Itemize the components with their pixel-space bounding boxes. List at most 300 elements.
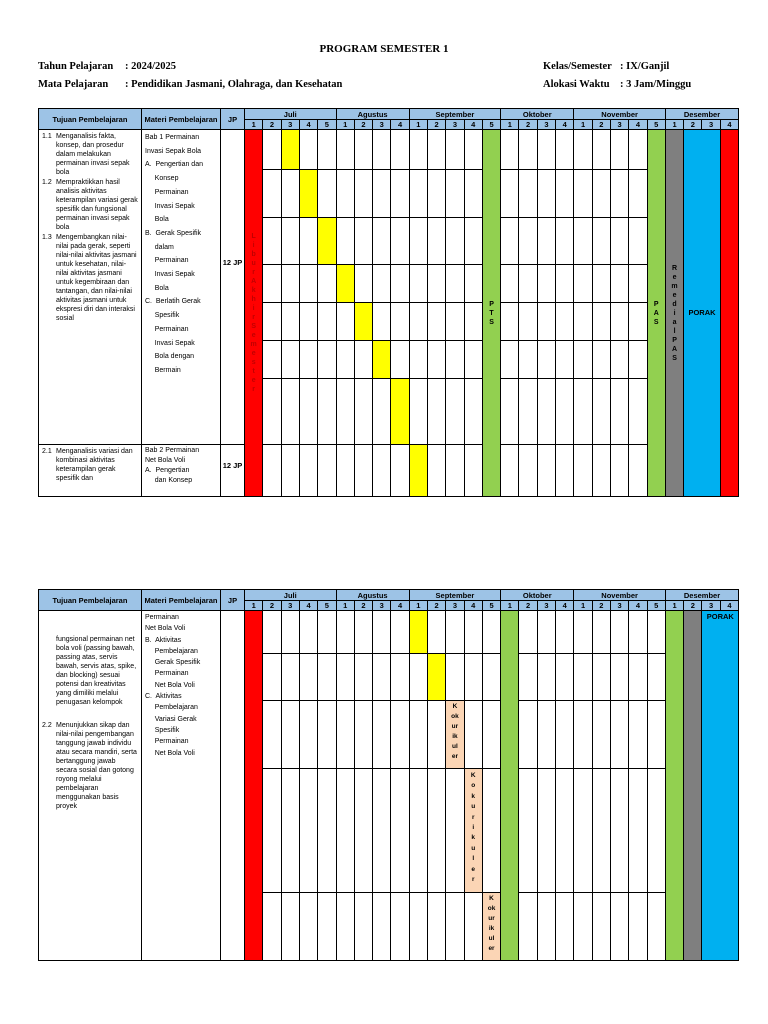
- week-cell: [409, 130, 427, 170]
- tujuan-cell-3: [39, 611, 142, 961]
- week-cell: [281, 303, 299, 341]
- week-cell: [610, 130, 628, 170]
- vertical-label: K o k u r i k u l e r: [470, 772, 476, 884]
- week-header: 4: [464, 120, 482, 130]
- header-materi: Materi Pembelajaran: [142, 109, 221, 130]
- week-cell: [281, 341, 299, 379]
- week-cell: [427, 379, 445, 445]
- week-cell: [519, 893, 537, 961]
- activity-cell: [281, 130, 299, 170]
- week-cell: [501, 218, 519, 265]
- tujuan-number: 1.3: [42, 234, 52, 241]
- month-header: November: [574, 109, 666, 120]
- week-cell: [574, 701, 592, 769]
- document-title: PROGRAM SEMESTER 1: [319, 43, 449, 55]
- header-tujuan: Tujuan Pembelajaran: [39, 109, 142, 130]
- week-cell: [556, 445, 574, 497]
- materi-line: Bermain: [145, 366, 181, 374]
- week-cell: [336, 445, 354, 497]
- week-header: 3: [373, 120, 391, 130]
- week-cell: [464, 379, 482, 445]
- week-cell: [409, 654, 427, 701]
- week-cell: [610, 170, 628, 218]
- activity-cell: [336, 265, 354, 303]
- week-cell: [373, 701, 391, 769]
- materi-line: B. Gerak Spesifik: [145, 229, 202, 237]
- week-cell: [263, 769, 281, 893]
- week-cell: [281, 265, 299, 303]
- materi-cell-3: [142, 611, 221, 961]
- week-cell: [336, 654, 354, 701]
- week-header: 1: [245, 601, 263, 611]
- week-cell: [409, 769, 427, 893]
- week-cell: [464, 611, 482, 654]
- week-cell: [629, 130, 647, 170]
- week-cell: [354, 265, 372, 303]
- week-cell: [647, 893, 665, 961]
- week-cell: [574, 130, 592, 170]
- week-cell: [336, 769, 354, 893]
- week-cell: [446, 769, 464, 893]
- week-cell: [281, 379, 299, 445]
- week-cell: [263, 218, 281, 265]
- month-header: September: [409, 109, 500, 120]
- week-cell: [409, 893, 427, 961]
- materi-line: Gerak Spesifik: [145, 659, 201, 667]
- week-cell: [482, 611, 500, 654]
- porak-label: PORAK: [688, 308, 716, 317]
- week-cell: [592, 218, 610, 265]
- week-cell: [263, 445, 281, 497]
- week-cell: [537, 654, 555, 701]
- week-cell: [556, 265, 574, 303]
- week-cell: [373, 611, 391, 654]
- schedule-table-1: [38, 108, 739, 497]
- week-cell: [446, 893, 464, 961]
- week-cell: [373, 893, 391, 961]
- week-header: 5: [647, 120, 665, 130]
- week-header: 4: [391, 601, 409, 611]
- week-cell: [409, 379, 427, 445]
- week-header: 2: [263, 120, 281, 130]
- week-header: 1: [409, 601, 427, 611]
- week-cell: [446, 611, 464, 654]
- week-cell: [519, 218, 537, 265]
- materi-line: C. Berlatih Gerak: [145, 298, 201, 306]
- week-cell: [281, 170, 299, 218]
- materi-line: Konsep: [145, 175, 179, 183]
- month-header-row: [39, 590, 739, 601]
- week-cell: [501, 170, 519, 218]
- kokurikuler-block: [446, 701, 464, 769]
- week-header: 3: [537, 601, 555, 611]
- week-cell: [391, 611, 409, 654]
- week-cell: [592, 170, 610, 218]
- week-header: 1: [501, 120, 519, 130]
- week-cell: [592, 379, 610, 445]
- meta-alokasi-label: Alokasi Waktu: [543, 79, 610, 90]
- week-cell: [409, 218, 427, 265]
- tujuan-text: fungsional permainan net bola voli (passing bawah, passing atas, servis bawah, servis atas, spike, dan blocking) sesuai potensi dan kreativitas yang dimiliki melalui penugasan kelompok: [56, 636, 137, 706]
- week-cell: [336, 893, 354, 961]
- tujuan-text: Menunjukkan sikap dan nilai-nilai pengembangan tanggung jawab individu atau secara mandiri, serta bertanggung jawab secara sosial dan gotong royong melalui pembelajaran menggunakan basis proyek: [56, 722, 137, 810]
- tujuan-item: [42, 233, 138, 323]
- pts-block: [482, 130, 500, 497]
- meta-mapel: [38, 79, 342, 90]
- week-cell: [574, 379, 592, 445]
- week-cell: [574, 265, 592, 303]
- week-cell: [299, 303, 317, 341]
- week-header: 1: [245, 120, 263, 130]
- week-cell: [446, 445, 464, 497]
- week-cell: [629, 654, 647, 701]
- week-cell: [281, 218, 299, 265]
- week-header: 2: [354, 601, 372, 611]
- meta-alokasi-value: : 3 Jam/Minggu: [620, 79, 692, 90]
- tujuan-item: [42, 721, 138, 811]
- week-cell: [318, 303, 336, 341]
- week-cell: [519, 445, 537, 497]
- week-cell: [592, 265, 610, 303]
- week-cell: [610, 893, 628, 961]
- materi-line: Bola: [145, 216, 169, 224]
- week-header: 5: [647, 601, 665, 611]
- week-header: 2: [519, 601, 537, 611]
- vertical-label: K ok ur ik ul er: [487, 895, 496, 952]
- week-cell: [281, 769, 299, 893]
- week-cell: [281, 654, 299, 701]
- week-header: 3: [446, 601, 464, 611]
- week-cell: [610, 265, 628, 303]
- week-header: 1: [574, 120, 592, 130]
- week-cell: [446, 379, 464, 445]
- materi-line: Spesifik: [145, 312, 180, 320]
- week-cell: [336, 303, 354, 341]
- week-cell: [354, 218, 372, 265]
- week-cell: [610, 654, 628, 701]
- remedial-pas-block: [665, 130, 683, 497]
- week-cell: [610, 379, 628, 445]
- week-cell: [299, 265, 317, 303]
- week-header: 4: [556, 120, 574, 130]
- week-cell: [556, 611, 574, 654]
- week-cell: [318, 130, 336, 170]
- week-header: 5: [482, 120, 500, 130]
- week-cell: [629, 170, 647, 218]
- week-header: 3: [610, 120, 628, 130]
- week-cell: [464, 341, 482, 379]
- week-cell: [336, 379, 354, 445]
- week-cell: [610, 611, 628, 654]
- week-header: 2: [684, 601, 702, 611]
- week-cell: [574, 893, 592, 961]
- week-cell: [427, 170, 445, 218]
- week-cell: [574, 341, 592, 379]
- week-cell: [391, 341, 409, 379]
- materi-line: A. Pengertian: [145, 467, 190, 474]
- activity-cell: [373, 341, 391, 379]
- meta-kelas-value: : IX/Ganjil: [620, 61, 670, 72]
- tujuan-number: 2.1: [42, 448, 52, 455]
- header-materi: Materi Pembelajaran: [142, 590, 221, 611]
- week-header: 4: [629, 601, 647, 611]
- week-header: 3: [702, 601, 720, 611]
- week-cell: [299, 701, 317, 769]
- month-header: September: [409, 590, 500, 601]
- week-cell: [336, 170, 354, 218]
- week-cell: [592, 769, 610, 893]
- week-cell: [336, 341, 354, 379]
- materi-line: dalam: [145, 243, 174, 251]
- kokurikuler-block: [482, 893, 500, 961]
- week-cell: [537, 303, 555, 341]
- porak-label: PORAK: [706, 612, 734, 621]
- week-header: 3: [281, 120, 299, 130]
- libur-block: [245, 611, 263, 961]
- materi-line: Invasi Sepak: [145, 202, 195, 210]
- materi-line: Invasi Sepak: [145, 339, 195, 347]
- pas-block: [647, 130, 665, 497]
- week-cell: [519, 170, 537, 218]
- week-cell: [629, 701, 647, 769]
- libur-akhir-semester-block: [245, 130, 263, 497]
- week-cell: [537, 445, 555, 497]
- week-cell: [519, 654, 537, 701]
- week-cell: [263, 265, 281, 303]
- pts-block: [501, 611, 519, 961]
- week-cell: [427, 303, 445, 341]
- week-cell: [464, 445, 482, 497]
- week-header: 1: [665, 120, 683, 130]
- week-cell: [427, 218, 445, 265]
- week-header: 3: [281, 601, 299, 611]
- week-cell: [537, 130, 555, 170]
- week-cell: [501, 265, 519, 303]
- meta-tahun: [38, 61, 176, 72]
- month-header: Oktober: [501, 109, 574, 120]
- week-cell: [556, 130, 574, 170]
- week-cell: [354, 170, 372, 218]
- vertical-label: R e m e d i a l P A S: [671, 264, 678, 362]
- week-header: 2: [592, 120, 610, 130]
- week-cell: [610, 341, 628, 379]
- materi-line: C. Aktivitas: [145, 693, 182, 701]
- week-cell: [336, 218, 354, 265]
- week-cell: [574, 170, 592, 218]
- tujuan-number: 1.1: [42, 133, 52, 140]
- week-cell: [629, 341, 647, 379]
- week-header: 1: [336, 120, 354, 130]
- week-cell: [427, 769, 445, 893]
- week-cell: [427, 893, 445, 961]
- week-header: 2: [263, 601, 281, 611]
- week-cell: [610, 303, 628, 341]
- table-row: [39, 130, 739, 170]
- week-cell: [629, 445, 647, 497]
- materi-line: Permainan: [145, 670, 189, 678]
- week-header: 4: [720, 601, 738, 611]
- month-header: Oktober: [501, 590, 574, 601]
- week-cell: [281, 445, 299, 497]
- materi-line: Bab 1 Permainan: [145, 134, 200, 141]
- week-cell: [537, 701, 555, 769]
- activity-cell: [299, 170, 317, 218]
- week-cell: [354, 379, 372, 445]
- week-header: 1: [501, 601, 519, 611]
- month-header: November: [574, 590, 666, 601]
- end-block: [720, 130, 738, 497]
- week-cell: [318, 893, 336, 961]
- week-cell: [537, 265, 555, 303]
- materi-line: Pembelajaran: [145, 647, 198, 655]
- month-header: Agustus: [336, 590, 409, 601]
- week-cell: [373, 379, 391, 445]
- week-cell: [519, 265, 537, 303]
- week-cell: [464, 170, 482, 218]
- week-cell: [391, 218, 409, 265]
- week-cell: [318, 445, 336, 497]
- week-cell: [299, 893, 317, 961]
- week-cell: [318, 769, 336, 893]
- week-cell: [354, 654, 372, 701]
- week-cell: [537, 218, 555, 265]
- week-cell: [409, 265, 427, 303]
- week-cell: [501, 445, 519, 497]
- week-cell: [263, 654, 281, 701]
- week-cell: [354, 445, 372, 497]
- week-cell: [391, 265, 409, 303]
- week-cell: [629, 265, 647, 303]
- week-header: 1: [574, 601, 592, 611]
- materi-line: Net Bola Voli: [145, 625, 186, 633]
- week-cell: [464, 701, 482, 769]
- vertical-label: L i b u r A k h i r S e m e s t e r: [250, 233, 257, 393]
- week-cell: [373, 130, 391, 170]
- meta-tahun-label: Tahun Pelajaran: [38, 61, 114, 72]
- week-cell: [482, 769, 500, 893]
- week-cell: [592, 130, 610, 170]
- header-jp: JP: [221, 590, 245, 611]
- materi-line: B. Aktivitas: [145, 636, 182, 644]
- week-header: 3: [537, 120, 555, 130]
- week-cell: [373, 445, 391, 497]
- materi-line: Variasi Gerak: [145, 715, 197, 723]
- week-header: 4: [464, 601, 482, 611]
- week-cell: [263, 379, 281, 445]
- week-cell: [299, 218, 317, 265]
- week-header: 5: [318, 120, 336, 130]
- week-cell: [592, 303, 610, 341]
- tujuan-cell-2: [39, 445, 142, 497]
- meta-mapel-label: Mata Pelajaran: [38, 79, 109, 90]
- week-header: 4: [391, 120, 409, 130]
- tujuan-item: [42, 635, 138, 707]
- week-cell: [574, 445, 592, 497]
- meta-alokasi: [543, 79, 691, 90]
- week-cell: [647, 654, 665, 701]
- jp-cell-2: 12 JP: [221, 445, 245, 497]
- week-cell: [336, 611, 354, 654]
- materi-line: dan Konsep: [145, 477, 193, 484]
- porak-block: [684, 130, 721, 497]
- week-cell: [336, 130, 354, 170]
- week-cell: [464, 654, 482, 701]
- activity-cell: [427, 654, 445, 701]
- week-cell: [556, 379, 574, 445]
- tujuan-number: 2.2: [42, 722, 52, 729]
- materi-line: Permainan: [145, 257, 189, 265]
- week-cell: [263, 611, 281, 654]
- week-cell: [299, 341, 317, 379]
- week-header: 4: [299, 120, 317, 130]
- week-cell: [299, 445, 317, 497]
- week-cell: [446, 218, 464, 265]
- tujuan-number: [42, 635, 56, 707]
- month-header: Desember: [665, 109, 738, 120]
- week-cell: [391, 303, 409, 341]
- week-header: 2: [354, 120, 372, 130]
- week-cell: [501, 303, 519, 341]
- materi-line: Permainan: [145, 738, 189, 746]
- week-cell: [391, 170, 409, 218]
- week-cell: [574, 611, 592, 654]
- month-header-row: [39, 109, 739, 120]
- week-cell: [629, 379, 647, 445]
- week-cell: [263, 701, 281, 769]
- week-cell: [592, 341, 610, 379]
- week-cell: [537, 341, 555, 379]
- tujuan-item: [42, 447, 138, 483]
- week-cell: [373, 303, 391, 341]
- week-header: 2: [427, 120, 445, 130]
- week-cell: [446, 654, 464, 701]
- week-header: 4: [720, 120, 738, 130]
- month-header: Desember: [665, 590, 738, 601]
- tujuan-item: [42, 178, 138, 232]
- week-cell: [519, 341, 537, 379]
- jp-cell-1: 12 JP: [221, 130, 245, 445]
- week-cell: [391, 130, 409, 170]
- week-cell: [281, 611, 299, 654]
- materi-line: Bola dengan: [145, 353, 195, 361]
- week-cell: [537, 893, 555, 961]
- week-cell: [446, 265, 464, 303]
- week-cell: [556, 218, 574, 265]
- materi-line: Permainan: [145, 188, 189, 196]
- week-cell: [556, 893, 574, 961]
- week-cell: [464, 130, 482, 170]
- week-cell: [354, 130, 372, 170]
- week-cell: [409, 341, 427, 379]
- week-cell: [299, 130, 317, 170]
- week-cell: [519, 130, 537, 170]
- week-cell: [409, 701, 427, 769]
- week-cell: [482, 654, 500, 701]
- header-jp: JP: [221, 109, 245, 130]
- week-cell: [318, 265, 336, 303]
- materi-line: Permainan: [145, 325, 189, 333]
- activity-cell: [318, 218, 336, 265]
- week-cell: [263, 170, 281, 218]
- materi-line: Pembelajaran: [145, 704, 198, 712]
- week-cell: [501, 341, 519, 379]
- week-cell: [354, 341, 372, 379]
- week-cell: [537, 379, 555, 445]
- tujuan-text: Menganalisis fakta, konsep, dan prosedur dalam melakukan permainan invasi sepak bola: [56, 133, 130, 176]
- week-cell: [464, 218, 482, 265]
- week-cell: [391, 654, 409, 701]
- week-cell: [629, 303, 647, 341]
